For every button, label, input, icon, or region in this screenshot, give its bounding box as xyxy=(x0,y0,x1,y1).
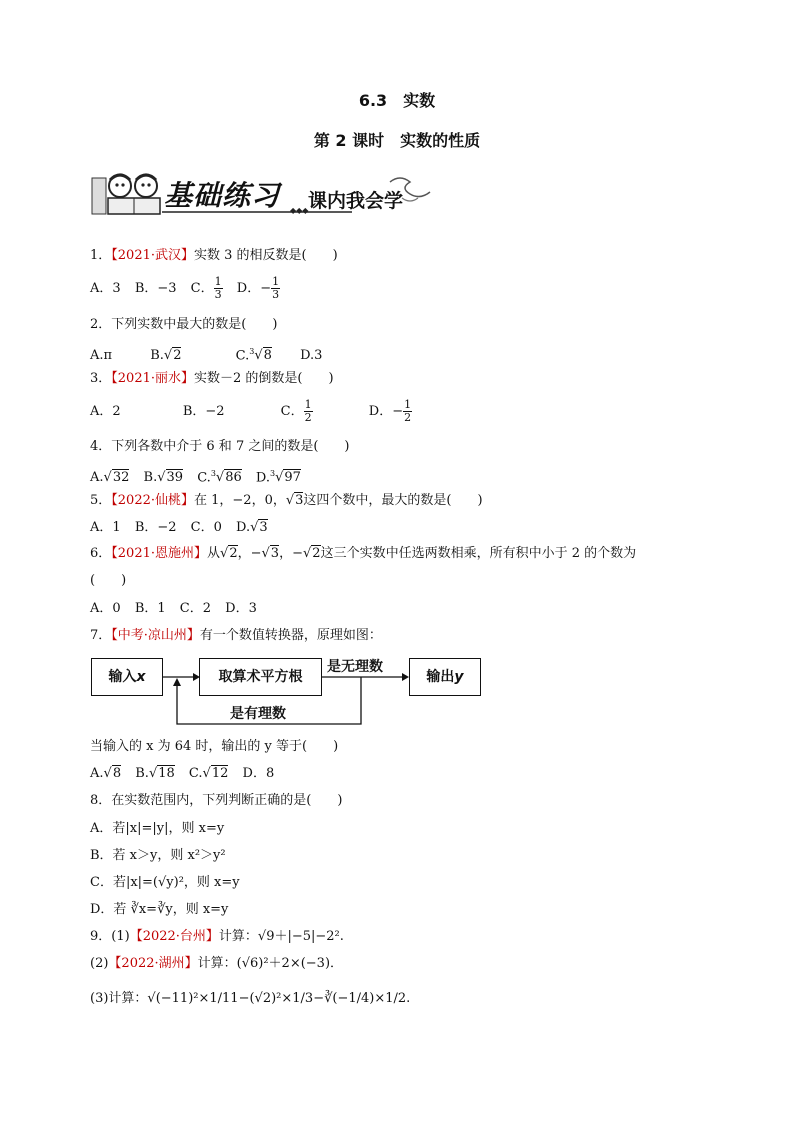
option-a: A．2 xyxy=(90,404,121,419)
source-tag: 【2021·武汉】 xyxy=(111,248,194,263)
question-6: 6．【2021·恩施州】从√2，−√3，−√2这三个实数中任选两数相乘，所有积中小于 2 的个数为 xyxy=(90,546,637,561)
question-8-option-c: C．若|x|=(√y)²，则 x=y xyxy=(90,875,240,890)
option-d: D．− $\frac{1}{3}$ xyxy=(236,275,280,301)
question-2-options xyxy=(90,343,332,365)
option-b: B.√2 xyxy=(150,348,182,364)
question-5: 5．【2022·仙桃】在 1，−2，0，√3这四个数中，最大的数是( ) xyxy=(90,493,483,508)
question-6-blank: ( ) xyxy=(90,573,127,588)
option-c: C． $\frac{1}{2}$ xyxy=(280,398,312,424)
source-tag: 【2022·台州】 xyxy=(129,929,219,944)
output-box: 输出y xyxy=(409,658,481,696)
option-a: A.π xyxy=(90,348,113,364)
banner-main-text: 基础练习 xyxy=(164,179,281,212)
option-b: B.√39 xyxy=(143,470,184,486)
option-b: B．−2 xyxy=(134,520,177,535)
source-tag: 【2022·湖州】 xyxy=(108,956,198,971)
option-a: A.√32 xyxy=(90,470,130,486)
option-a: A．3 xyxy=(90,281,121,296)
question-8-option-d: D．若 ∛x=∛y，则 x=y xyxy=(90,902,229,917)
question-5-options xyxy=(90,519,278,537)
source-tag: 【中考·凉山州】 xyxy=(111,628,200,643)
option-c: C． $\frac{1}{3}$ xyxy=(190,275,222,301)
option-c: C.$^3$√8 xyxy=(235,347,272,364)
banner-sub-text: 课内我会学 xyxy=(308,190,404,212)
option-c: C.$^3$√86 xyxy=(197,469,242,486)
option-a: A．1 xyxy=(90,520,121,535)
source-tag: 【2021·丽水】 xyxy=(111,371,194,386)
option-a: A．0 xyxy=(90,601,121,616)
question-7-prompt: 当输入的 x 为 64 时，输出的 y 等于( ) xyxy=(90,739,339,754)
question-2: 2．下列实数中最大的数是( ) xyxy=(90,317,278,332)
option-b: B．−2 xyxy=(182,404,225,419)
irrational-label: 是无理数 xyxy=(327,659,383,675)
rational-label: 是有理数 xyxy=(230,706,286,722)
question-3: 3．【2021·丽水】实数－2 的倒数是( ) xyxy=(90,371,334,386)
sqrt-box: 取算术平方根 xyxy=(199,658,322,696)
question-3-options xyxy=(90,399,422,424)
question-8-option-a: A．若|x|=|y|，则 x=y xyxy=(90,821,225,836)
option-d: D.$^3$√97 xyxy=(255,469,301,486)
option-d: D．− $\frac{1}{2}$ xyxy=(368,398,412,424)
option-d: D.√3 xyxy=(236,520,268,535)
question-9-part-3: (3)计算：√(−11)²×1/11−(√2)²×1/3−∛(−1/4)×1/2. xyxy=(90,991,411,1006)
arrow-input-to-sqrt xyxy=(163,673,200,681)
input-box: 输入x xyxy=(91,658,163,696)
option-c: C．0 xyxy=(190,520,222,535)
svg-text:◆◆◆: ◆◆◆ xyxy=(290,206,309,215)
question-4-options xyxy=(90,465,311,487)
question-1-options xyxy=(90,276,290,301)
section-title: 6.3 实数 xyxy=(358,91,436,110)
option-d: D．3 xyxy=(225,601,257,616)
question-1: 1．【2021·武汉】实数 3 的相反数是( ) xyxy=(90,248,338,263)
question-9-part-2: (2)【2022·湖州】计算：(√6)²＋2×(−3)． xyxy=(90,956,344,971)
option-b: B.√18 xyxy=(135,766,175,781)
question-8: 8．在实数范围内，下列判断正确的是( ) xyxy=(90,793,343,808)
lesson-title: 第 2 课时 实数的性质 xyxy=(313,131,481,150)
question-7: 7．【中考·凉山州】有一个数值转换器，原理如图： xyxy=(90,628,382,643)
question-6-options xyxy=(90,600,267,618)
kids-illustration-icon xyxy=(92,175,160,214)
option-a: A.√8 xyxy=(90,766,122,781)
option-c: C．2 xyxy=(179,601,211,616)
question-8-option-b: B．若 x＞y，则 x²＞y² xyxy=(90,848,226,863)
question-7-options xyxy=(90,765,284,783)
option-d: D．8 xyxy=(242,766,275,781)
question-4: 4．下列各数中介于 6 和 7 之间的数是( ) xyxy=(90,439,350,454)
question-9-part-1: 9．(1)【2022·台州】计算：√9＋|−5|−2². xyxy=(90,929,344,944)
source-tag: 【2021·恩施州】 xyxy=(111,546,207,561)
option-b: B．−3 xyxy=(134,281,177,296)
source-tag: 【2022·仙桃】 xyxy=(111,493,194,508)
option-b: B．1 xyxy=(134,601,166,616)
option-c: C.√12 xyxy=(188,766,229,781)
option-d: D.3 xyxy=(300,348,323,364)
